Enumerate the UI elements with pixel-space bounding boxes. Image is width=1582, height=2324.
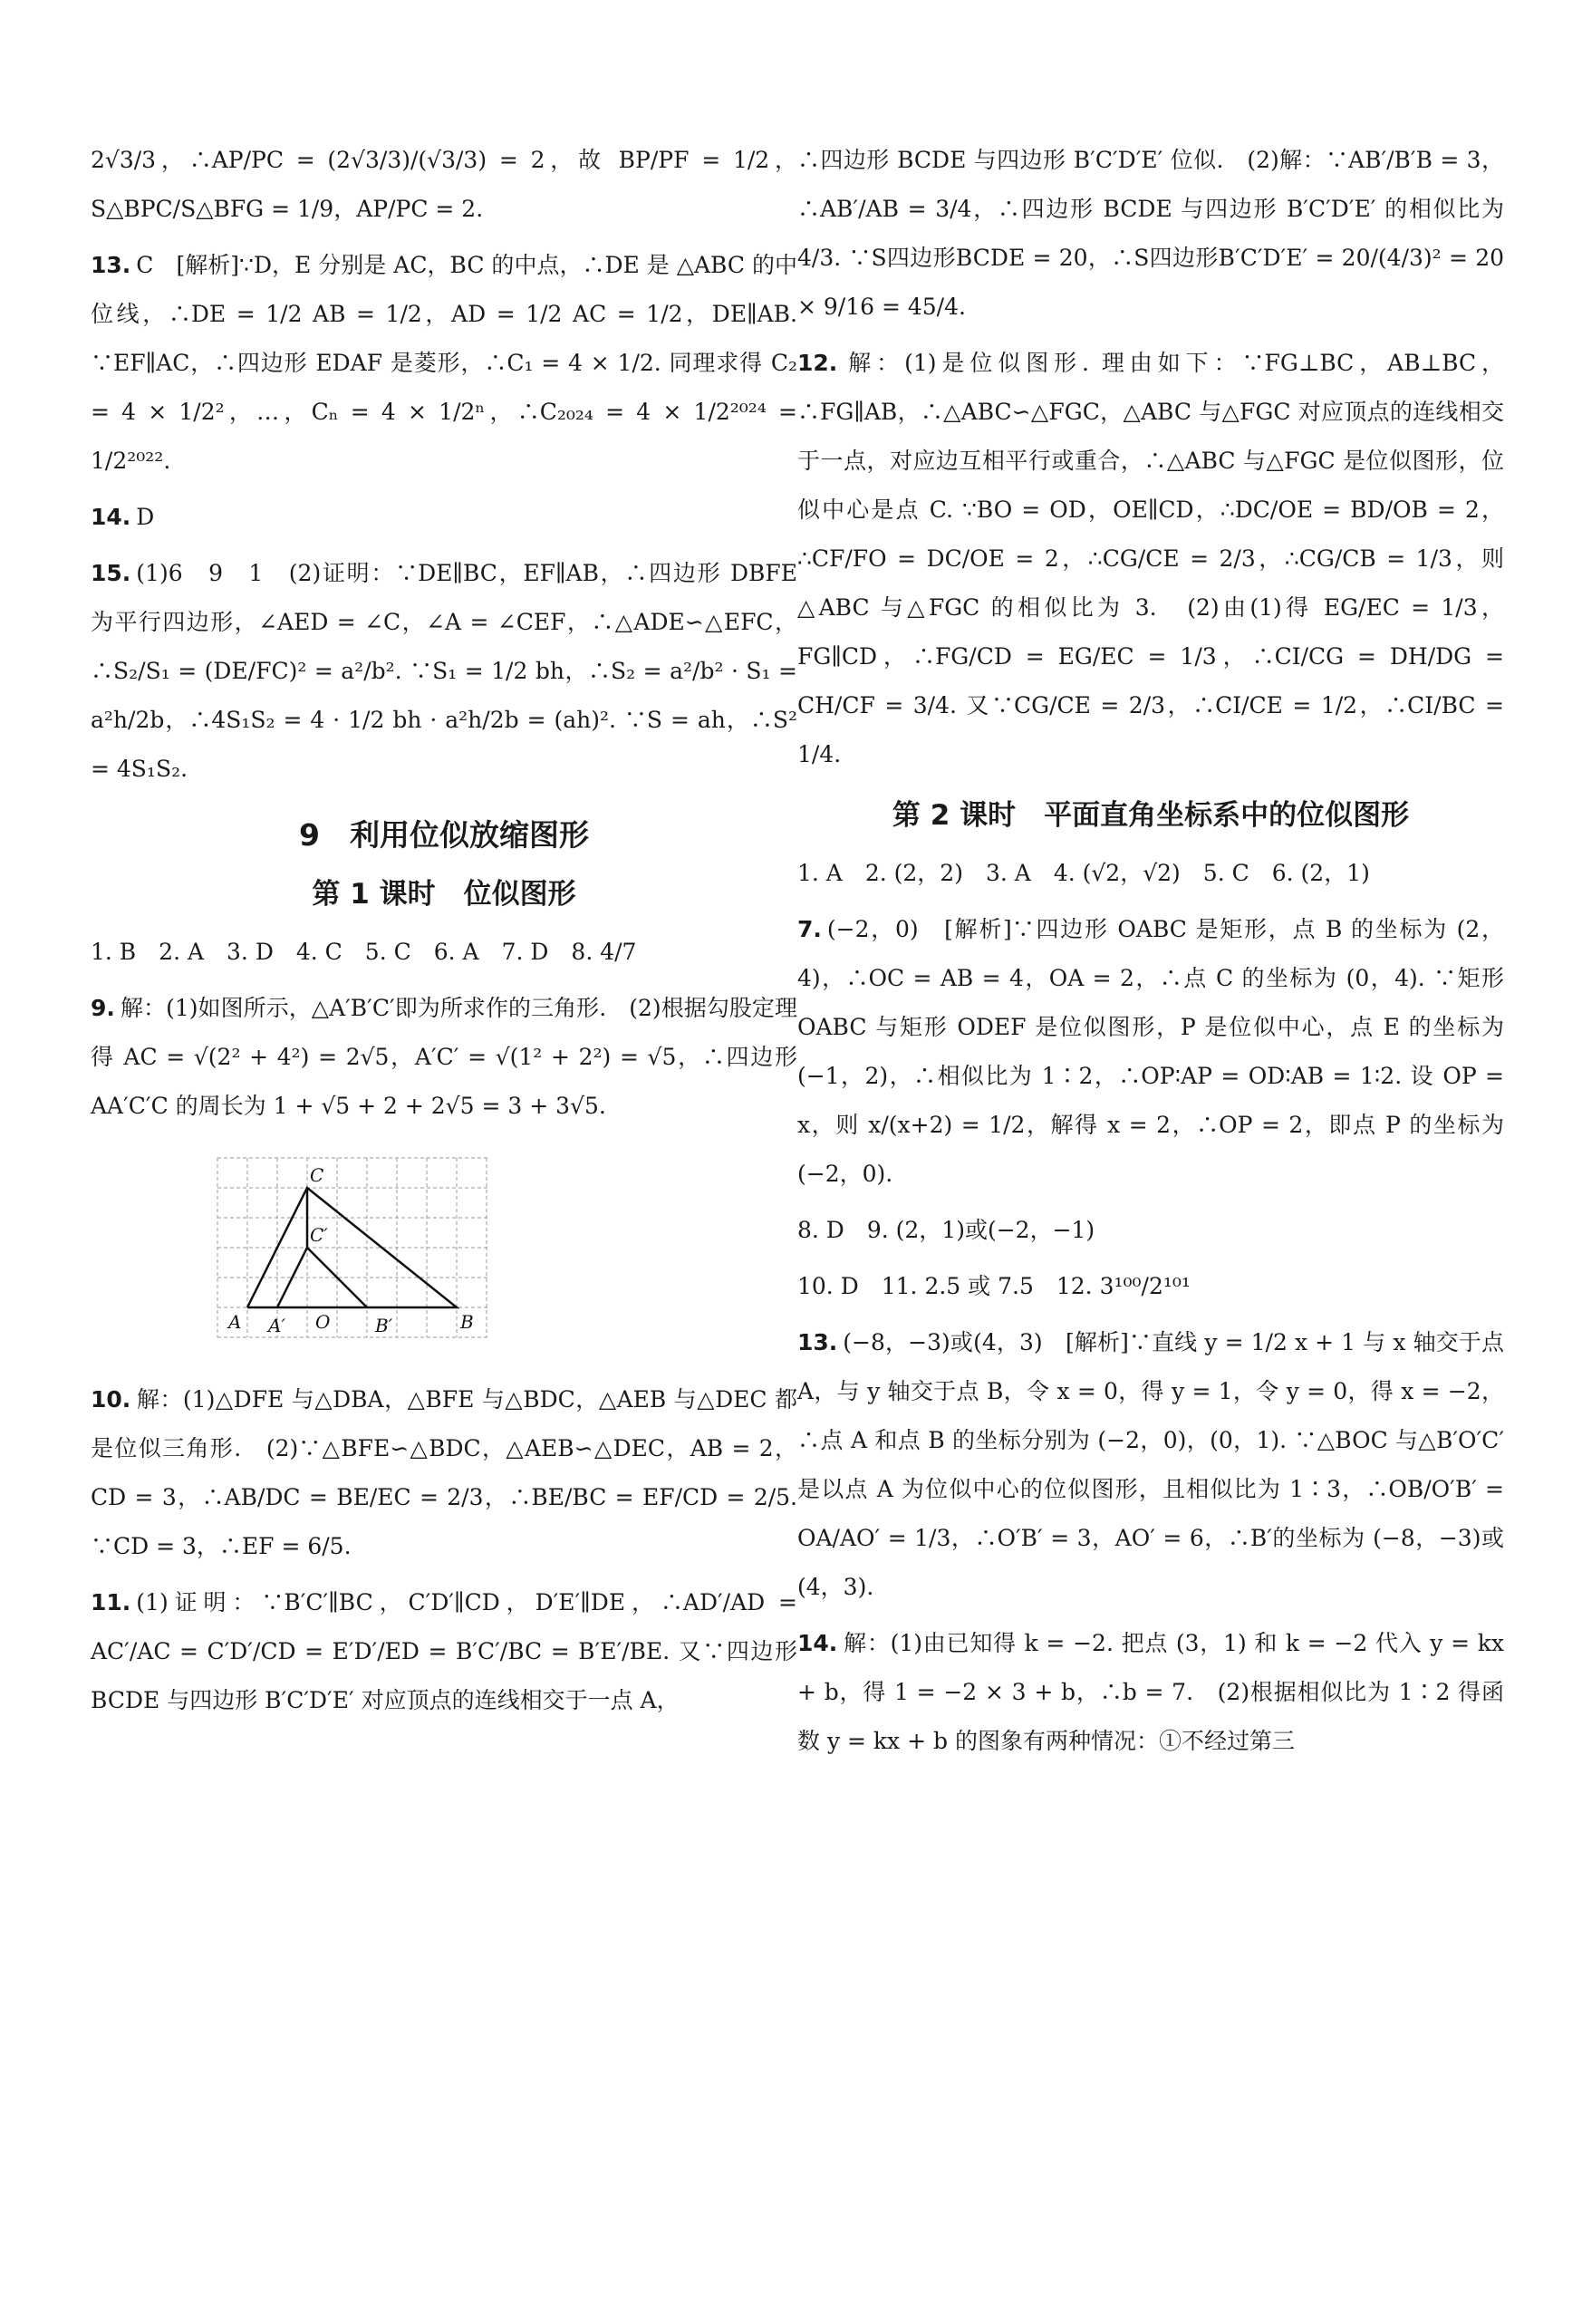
- answer-number: 10.: [91, 1386, 131, 1413]
- answer-13: [91, 241, 797, 486]
- answer-15: [91, 549, 797, 794]
- answer-number: 12.: [797, 350, 838, 376]
- answer-text: (−8，−3)或(4，3) [解析]∵直线 y = 1/2 x + 1 与 x 轴交于点 A，与 y 轴交于点 B，令 x = 0，得 y = 1，令 y = 0，得 x = −2，∴点 A 和点 B 的坐标分别为 (−2，0)，(0，1). ∵△BOC 与△B′O′C′ 是以点 A 为位似中心的位似图形，且相似比为 1∶3，∴OB/O′B′ = OA/AO′ = 1/3，∴O′B′ = 3，AO′ = 6，∴B′的坐标为 (−8，−3)或(4，3).: [797, 1329, 1504, 1600]
- answer-number: 13.: [797, 1329, 838, 1355]
- grid-lines: [217, 1158, 489, 1337]
- answer-number: 9.: [91, 995, 115, 1021]
- answer-7: [797, 905, 1504, 1199]
- answer-text: 解：(1)是位似图形. 理由如下：∵FG⊥BC，AB⊥BC，∴FG∥AB，∴△ABC∽△FGC，△ABC 与△FGC 对应顶点的连线相交于一点，对应边互相平行或重合，∴△ABC 与△FGC 是位似图形，位似中心是点 C. ∵BO = OD，OE∥CD，∴DC/OE = BD/OB = 2，∴CF/FO = DC/OE = 2，∴CG/CE = 2/3，∴CG/CB = 1/3，则△ABC 与△FGC 的相似比为 3. (2)由(1)得 EG/EC = 1/3，FG∥CD，∴FG/CD = EG/EC = 1/3，∴CI/CG = DH/DG = CH/CF = 3/4. 又∵CG/CE = 2/3，∴CI/CE = 1/2，∴CI/BC = 1/4.: [797, 350, 1504, 767]
- section-title: 9 利用位似放缩图形: [299, 817, 589, 853]
- answers-1-6: [797, 849, 1504, 898]
- answer-text: C [解析]∵D，E 分别是 AC，BC 的中点，∴DE 是 △ABC 的中位线，∴DE = 1/2 AB = 1/2，AD = 1/2 AC = 1/2，DE∥AB. ∵EF∥AC，∴四边形 EDAF 是菱形，∴C₁ = 4 × 1/2. 同理求得 C₂ = 4 × 1/2²，…，Cₙ = 4 × 1/2ⁿ，∴C₂₀₂₄ = 4 × 1/2²⁰²⁴ = 1/2²⁰²².: [91, 252, 797, 474]
- answer-text: 解：(1)如图所示，△A′B′C′即为所求作的三角形. (2)根据勾股定理得 AC = √(2² + 4²) = 2√5，A′C′ = √(1² + 2²) = √5，∴四边形 AA′C′C 的周长为 1 + √5 + 2 + 2√5 = 3 + 3√5.: [91, 995, 797, 1119]
- answer-number: 14.: [91, 504, 131, 530]
- lesson-2-title: 第 2 课时 平面直角坐标系中的位似图形: [892, 799, 1410, 832]
- lesson-1-title: 第 1 课时 位似图形: [312, 878, 576, 911]
- answer-text: ∴四边形 BCDE 与四边形 B′C′D′E′ 位似. (2)解：∵AB′/B′B = 3，∴AB′/AB = 3/4，∴四边形 BCDE 与四边形 B′C′D′E′ 的相似比为 4/3. ∵S四边形BCDE = 20，∴S四边形B′C′D′E′ = 20/(4/3)² = 20 × 9/16 = 45/4.: [797, 147, 1504, 320]
- answer-text: 1. B 2. A 3. D 4. C 5. C 6. A 7. D 8. 4/7: [91, 939, 637, 965]
- answer-text: 1. A 2. (2，2) 3. A 4. (√2，√2) 5. C 6. (2，1): [797, 860, 1370, 886]
- answer-number: 11.: [91, 1589, 131, 1615]
- label-a-prime: A′: [268, 1315, 285, 1336]
- answer-12-continued: [91, 136, 797, 234]
- label-c-prime: C′: [310, 1224, 328, 1246]
- answers-8-9: [797, 1206, 1504, 1255]
- grid-figure-svg: [208, 1149, 498, 1357]
- right-column: [797, 136, 1504, 1773]
- answer-number: 7.: [797, 916, 822, 942]
- answer-text: (1)6 9 1 (2)证明：∵DE∥BC，EF∥AB，∴四边形 DBFE 为平行四边形，∠AED = ∠C，∠A = ∠CEF，∴△ADE∽△EFC，∴S₂/S₁ = (DE/FC)² = a²/b². ∵S₁ = 1/2 bh，∴S₂ = a²/b² · S₁ = a²h/2b，∴4S₁S₂ = 4 · 1/2 bh · a²h/2b = (ah)². ∵S = ah，∴S² = 4S₁S₂.: [91, 560, 797, 782]
- answers-1-8: [91, 928, 797, 977]
- answer-11: [91, 1578, 797, 1725]
- label-o: O: [315, 1311, 331, 1333]
- answers-10-12: [797, 1262, 1504, 1311]
- answer-text: (−2，0) [解析]∵四边形 OABC 是矩形，点 B 的坐标为 (2，4)，∴OC = AB = 4，OA = 2，∴点 C 的坐标为 (0，4). ∵矩形 OABC 与矩形 ODEF 是位似图形，P 是位似中心，点 E 的坐标为 (−1，2)，∴相似比为 1∶2，∴OP∶AP = OD∶AB = 1∶2. 设 OP = x，则 x/(x+2) = 1/2，解得 x = 2，∴OP = 2，即点 P 的坐标为 (−2，0).: [797, 916, 1504, 1187]
- answer-number: 14.: [797, 1630, 838, 1656]
- label-b-prime: B′: [375, 1315, 393, 1336]
- label-a: A: [228, 1311, 242, 1333]
- label-b: B: [460, 1311, 474, 1333]
- answer-11-continued: [797, 136, 1504, 332]
- answer-text: 解：(1)△DFE 与△DBA，△BFE 与△BDC，△AEB 与△DEC 都是位似三角形. (2)∵△BFE∽△BDC，△AEB∽△DEC，AB = 2，CD = 3，∴AB/DC = BE/EC = 2/3，∴BE/BC = EF/CD = 2/5. ∵CD = 3，∴EF = 6/5.: [91, 1386, 797, 1559]
- answer-12: [797, 339, 1504, 779]
- label-c: C: [310, 1164, 324, 1186]
- answer-text: 2√3/3，∴AP/PC = (2√3/3)/(√3/3) = 2，故 BP/PF = 1/2，S△BPC/S△BFG = 1/9，AP/PC = 2.: [91, 147, 797, 222]
- answer-14: [91, 493, 797, 542]
- triangle-figure: [208, 1149, 797, 1357]
- answer-14: [797, 1619, 1504, 1766]
- answer-text: 解：(1)由已知得 k = −2. 把点 (3，1) 和 k = −2 代入 y = kx + b，得 1 = −2 × 3 + b，∴b = 7. (2)根据相似比为 1∶2 得函数 y = kx + b 的图象有两种情况：①不经过第三: [797, 1630, 1504, 1754]
- left-column: [91, 136, 797, 1732]
- answer-text: 10. D 11. 2.5 或 7.5 12. 3¹⁰⁰/2¹⁰¹: [797, 1273, 1191, 1299]
- answer-number: 13.: [91, 252, 131, 278]
- answer-text: (1)证明：∵B′C′∥BC，C′D′∥CD，D′E′∥DE，∴AD′/AD = AC′/AC = C′D′/CD = E′D′/ED = B′C′/BC = B′E′/BE. 又∵四边形 BCDE 与四边形 B′C′D′E′ 对应顶点的连线相交于一点 A，: [91, 1589, 797, 1713]
- answer-13: [797, 1318, 1504, 1612]
- answer-9: [91, 984, 797, 1131]
- answer-text: D: [136, 504, 155, 530]
- answer-text: 8. D 9. (2，1)或(−2，−1): [797, 1217, 1095, 1243]
- answer-number: 15.: [91, 560, 131, 586]
- answer-10: [91, 1375, 797, 1571]
